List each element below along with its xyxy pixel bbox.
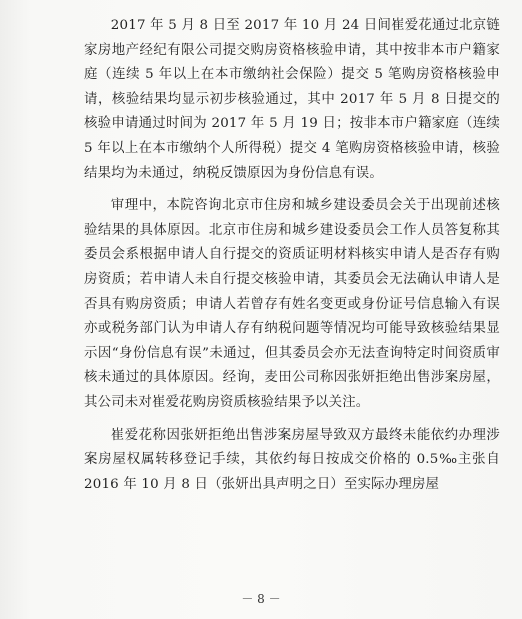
paragraph-claim: 崔爱花称因张妍拒绝出售涉案房屋导致双方最终未能依约办理涉案房屋权属转移登记手续，其依约每日按成交价格的 0.5‰主张自 2016 年 10 月 8 日（张妍出具声明之日）至实际办理房屋 xyxy=(84,427,500,492)
page-number: － 8 － xyxy=(241,592,281,606)
paragraph-verification-history: 2017 年 5 月 8 日至 2017 年 10 月 24 日间崔爱花通过北京链家房地产经纪有限公司提交购房资格核验申请，其中按非本市户籍家庭（连续 5 年以上在本市缴纳社会保险）提交 5 笔购房资格核验申请，核验结果均显示初步核验通过，其中 2017 年 5 月 8 日提交的核验申请通过时间为 2017 年 5 月 19 日；按非本市户籍家庭（连续 5 年以上在本市缴纳个人所得税）提交 4 笔购房资格核验申请，核验结果均为未通过，纳税反馈原因为身份信息有误。 xyxy=(84,18,500,181)
document-body xyxy=(84,14,500,505)
paragraph-trial-inquiry: 审理中，本院咨询北京市住房和城乡建设委员会关于出现前述核验结果的具体原因。北京市住房和城乡建设委员会工作人员答复称其委员会系根据申请人自行提交的资质证明材料核实申请人是否存有购房资质；若申请人未自行提交核验申请，其委员会无法确认申请人是否具有购房资质；申请人若曾存有姓名变更或身份证号信息输入有误亦或税务部门认为申请人存有纳税问题等情况均可能导致核验结果显示因“身份信息有误”未通过，但其委员会亦无法查询特定时间资质审核未通过的具体原因。经询，麦田公司称因张妍拒绝出售涉案房屋，其公司未对崔爱花购房资质核验结果予以关注。 xyxy=(84,198,500,410)
